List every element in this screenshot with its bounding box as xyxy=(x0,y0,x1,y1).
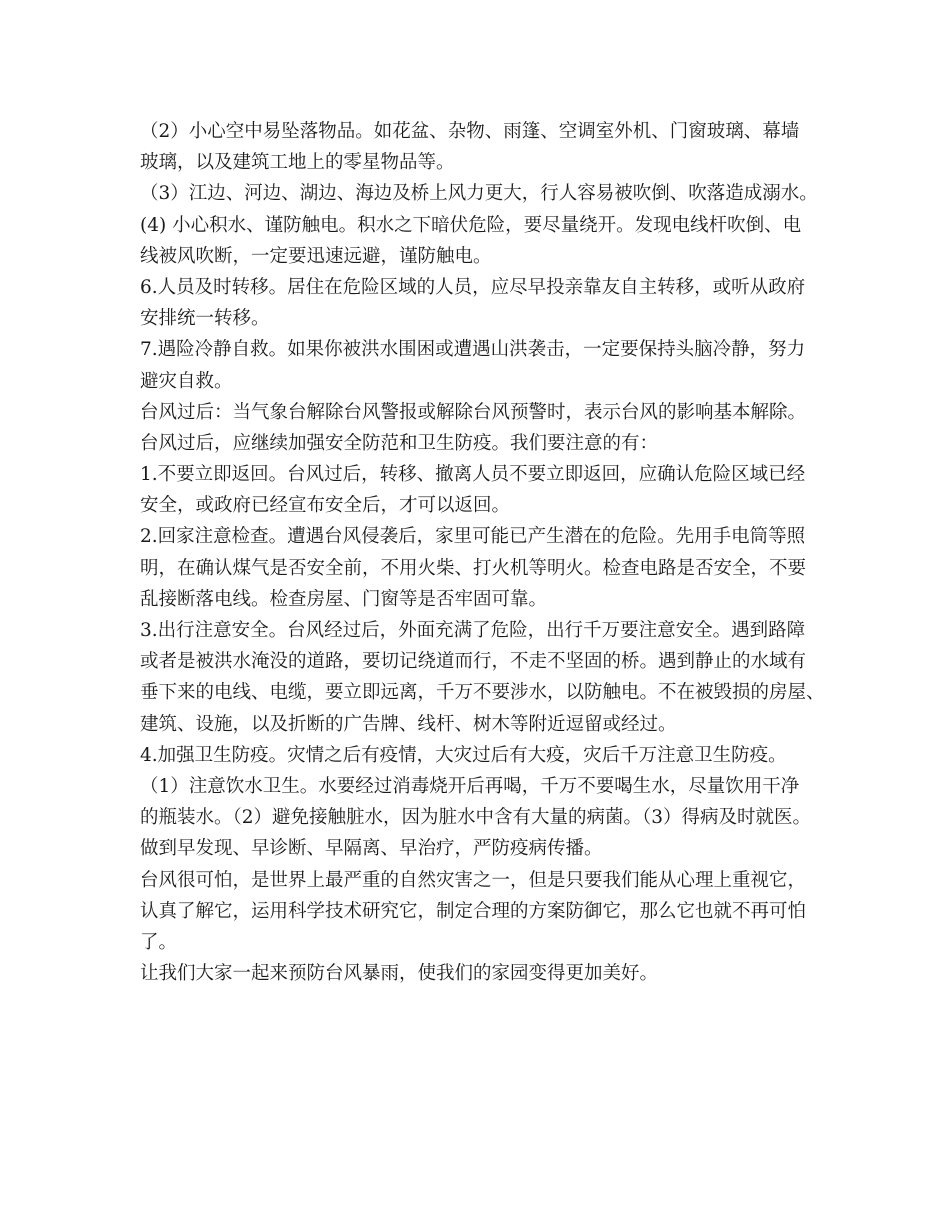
text-line: 台风过后：当气象台解除台风警报或解除台风预警时，表示台风的影响基本解除。 xyxy=(140,401,807,423)
text-line: 安排统一转移。 xyxy=(140,308,270,330)
text-line: 垂下来的电线、电缆，要立即远离，千万不要涉水，以防触电。不在被毁损的房屋、 xyxy=(140,682,825,704)
text-line: 认真了解它，运用科学技术研究它，制定合理的方案防御它，那么它也就不再可怕 xyxy=(140,900,807,922)
text-line: 1.不要立即返回。台风过后，转移、撤离人员不要立即返回，应确认危险区域已经 xyxy=(140,464,806,486)
text-line: 2.回家注意检查。遭遇台风侵袭后，家里可能已产生潜在的危险。先用手电筒等照 xyxy=(140,526,806,548)
text-line: 乱接断落电线。检查房屋、门窗等是否牢固可靠。 xyxy=(140,588,548,610)
text-line: 安全，或政府已经宣布安全后，才可以返回。 xyxy=(140,495,511,517)
text-line: 让我们大家一起来预防台风暴雨，使我们的家园变得更加美好。 xyxy=(140,963,659,985)
text-line: 台风过后，应继续加强安全防范和卫生防疫。我们要注意的有： xyxy=(140,432,659,454)
text-line: (4) 小心积水、谨防触电。积水之下暗伏危险，要尽量绕开。发现电线杆吹倒、电 xyxy=(140,214,802,236)
text-line: 7.遇险冷静自救。如果你被洪水围困或遭遇山洪袭击，一定要保持头脑冷静，努力 xyxy=(140,339,806,361)
text-line: 建筑、设施，以及折断的广告牌、线杆、树木等附近逗留或经过。 xyxy=(140,713,677,735)
text-line: 线被风吹断，一定要迅速远避，谨防触电。 xyxy=(140,245,492,267)
text-line: （2）小心空中易坠落物品。如花盆、杂物、雨篷、空调室外机、门窗玻璃、幕墙 xyxy=(140,121,800,142)
text-line: 做到早发现、早诊断、早隔离、早治疗，严防疫病传播。 xyxy=(140,838,603,860)
text-line: 3.出行注意安全。台风经过后，外面充满了危险，出行千万要注意安全。遇到路障 xyxy=(140,620,806,641)
text-line: 或者是被洪水淹没的道路，要切记绕道而行，不走不坚固的桥。遇到静止的水域有 xyxy=(140,651,807,673)
text-line: 6.人员及时转移。居住在危险区域的人员，应尽早投亲靠友自主转移，或听从政府 xyxy=(140,276,806,298)
document-body xyxy=(140,116,830,989)
text-line: 了。 xyxy=(140,931,178,953)
text-line: 4.加强卫生防疫。灾情之后有疫情，大灾过后有大疫，灾后千万注意卫生防疫。 xyxy=(140,744,787,766)
text-line: 台风很可怕，是世界上最严重的自然灾害之一，但是只要我们能从心理上重视它， xyxy=(140,869,807,891)
text-line: 明，在确认煤气是否安全前，不用火柴、打火机等明火。检查电路是否安全，不要 xyxy=(140,557,807,579)
text-line: 避灾自救。 xyxy=(140,370,233,392)
text-line: 玻璃，以及建筑工地上的零星物品等。 xyxy=(140,152,455,174)
text-line: （3）江边、河边、湖边、海边及桥上风力更大，行人容易被吹倒、吹落造成溺水。 xyxy=(140,183,818,205)
text-line: 的瓶装水。（2）避免接触脏水，因为脏水中含有大量的病菌。（3）得病及时就医。 xyxy=(140,807,812,829)
text-line: （1）注意饮水卫生。水要经过消毒烧开后再喝，千万不要喝生水，尽量饮用干净 xyxy=(140,775,800,797)
